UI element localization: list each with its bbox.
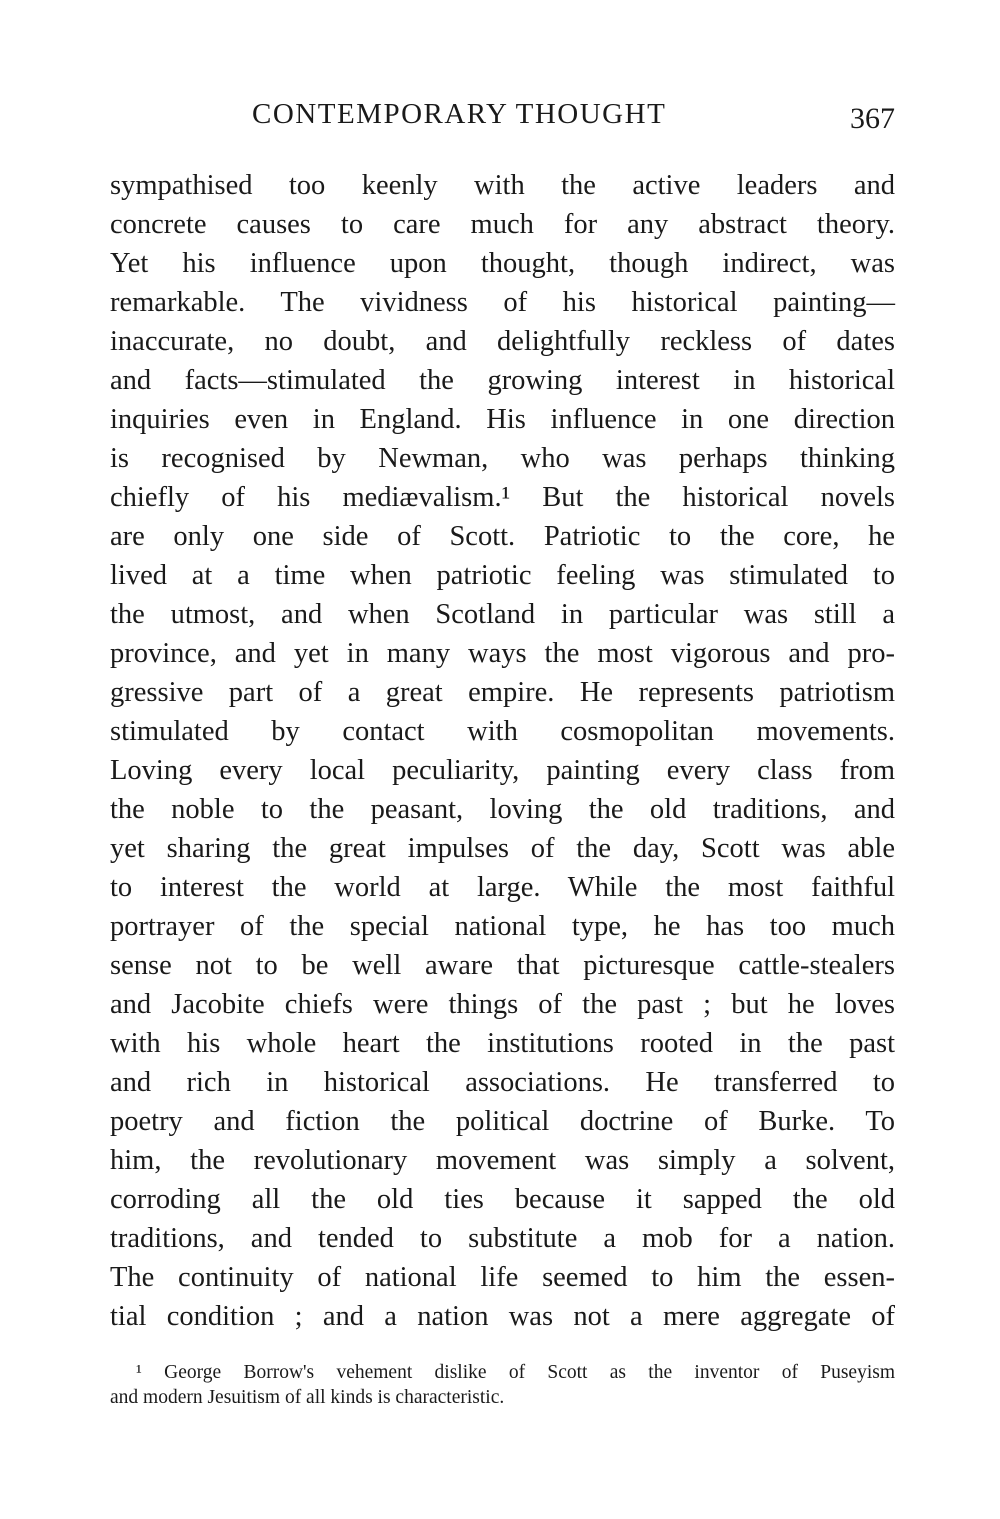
text-line: Yet his influence upon thought, though indirect, was (110, 248, 895, 279)
text-line: tial condition ; and a nation was not a mere aggregate of (110, 1301, 895, 1332)
text-line: with his whole heart the institutions rooted in the past (110, 1028, 895, 1059)
text-line: lived at a time when patriotic feeling was stimulated to (110, 560, 895, 591)
text-line: portrayer of the special national type, he has too much (110, 911, 895, 942)
text-line: remarkable. The vividness of his historical painting— (110, 287, 895, 318)
text-line: the noble to the peasant, loving the old traditions, and (110, 794, 895, 825)
text-line: is recognised by Newman, who was perhaps thinking (110, 443, 895, 474)
text-line: chiefly of his mediævalism.¹ But the historical novels (110, 482, 895, 513)
text-line: sympathised too keenly with the active leaders and (110, 170, 895, 201)
text-line: to interest the world at large. While the most faithful (110, 872, 895, 903)
text-line: are only one side of Scott. Patriotic to the core, he (110, 521, 895, 552)
running-title: CONTEMPORARY THOUGHT (252, 98, 667, 130)
text-line: province, and yet in many ways the most vigorous and pro- (110, 638, 895, 669)
text-line: him, the revolutionary movement was simply a solvent, (110, 1145, 895, 1176)
text-line: and rich in historical associations. He transferred to (110, 1067, 895, 1098)
text-line: Loving every local peculiarity, painting every class from (110, 755, 895, 786)
text-line: concrete causes to care much for any abstract theory. (110, 209, 895, 240)
text-line: stimulated by contact with cosmopolitan movements. (110, 716, 895, 747)
footnote (110, 1360, 895, 1410)
text-line: and facts—stimulated the growing interest in historical (110, 365, 895, 396)
page-number: 367 (850, 102, 895, 135)
footnote-line: and modern Jesuitism of all kinds is characteristic. (110, 1387, 505, 1408)
text-line: and Jacobite chiefs were things of the past ; but he loves (110, 989, 895, 1020)
text-line: inaccurate, no doubt, and delightfully reckless of dates (110, 326, 895, 357)
text-line: corroding all the old ties because it sapped the old (110, 1184, 895, 1215)
text-line: gressive part of a great empire. He represents patriotism (110, 677, 895, 708)
body-text (110, 166, 895, 1336)
text-line: the utmost, and when Scotland in particular was still a (110, 599, 895, 630)
text-line: The continuity of national life seemed to him the essen- (110, 1262, 895, 1293)
text-line: traditions, and tended to substitute a mob for a nation. (110, 1223, 895, 1254)
text-line: poetry and fiction the political doctrine of Burke. To (110, 1106, 895, 1137)
text-line: sense not to be well aware that picturesque cattle-stealers (110, 950, 895, 981)
footnote-line: ¹ George Borrow's vehement dislike of Scott as the inventor of Puseyism (136, 1362, 895, 1383)
text-line: inquiries even in England. His influence in one direction (110, 404, 895, 435)
page-header (110, 98, 895, 138)
text-line: yet sharing the great impulses of the day, Scott was able (110, 833, 895, 864)
